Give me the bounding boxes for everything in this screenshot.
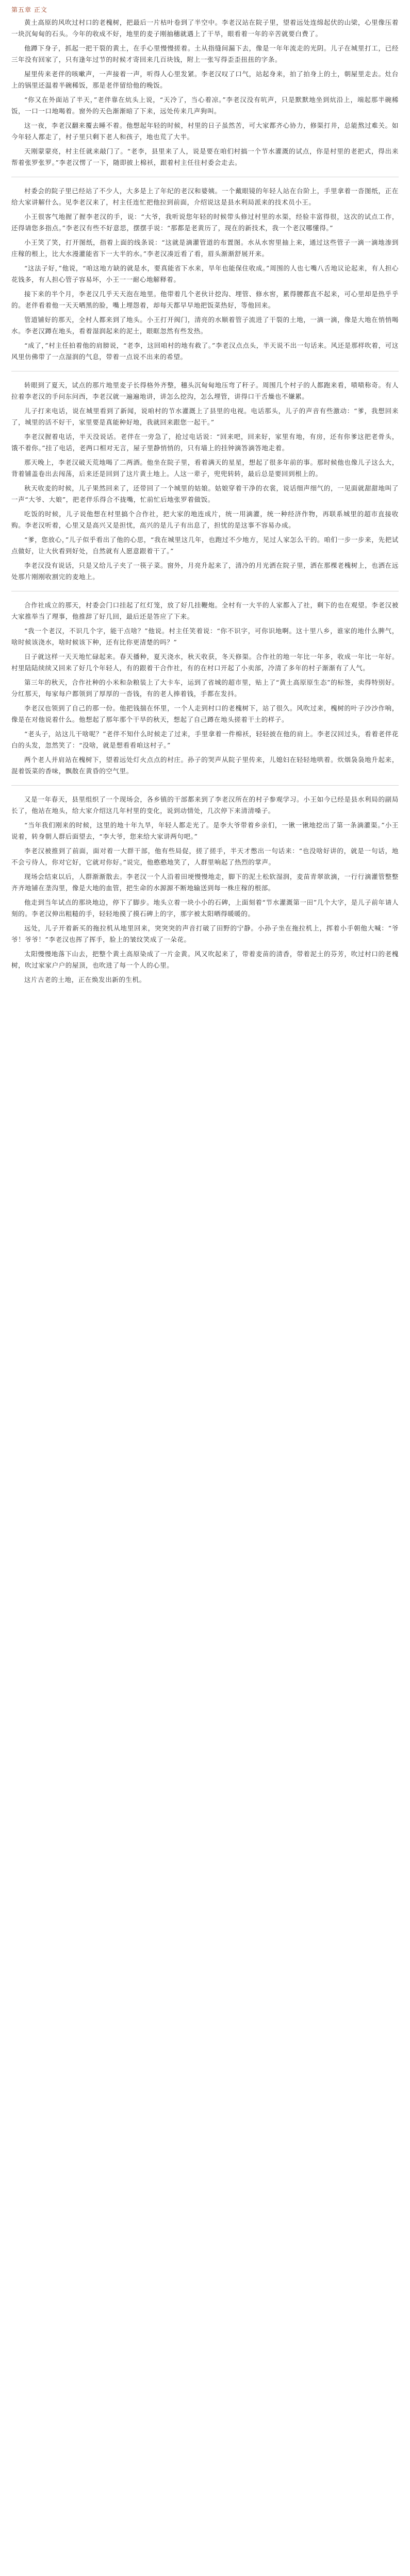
paragraph: 天刚蒙蒙亮，村主任就来敲门了。“老李，县里来了人，说是要在咱们村搞一个节水灌溉的试点，你是村里的老把式，得出来帮着张罗张罗。”李老汉愣了一下，随即披上棉袄，跟着村主任往村委会走去。 bbox=[11, 147, 399, 166]
chapter-title: 第五章 正文 bbox=[11, 6, 47, 13]
paragraph: “我一个老汉，不识几个字，能干点啥？”他说。村主任笑着说：“你不识字，可你识地啊。这十里八乡，谁家的地什么脾气，啥时候该浇水，啥时候该下种，还有比你更清楚的吗？” bbox=[11, 627, 399, 646]
paragraph: 村委会的院子里已经站了不少人，大多是上了年纪的老汉和婆姨。一个戴眼镜的年轻人站在台阶上，手里拿着一沓图纸，正在给大家讲解什么。见李老汉来了，村主任连忙把他拉到前面，介绍说这是县水利局派来的技术员小王。 bbox=[11, 187, 399, 206]
paragraph: 小王笑了笑，打开图纸，指着上面的线条说：“这就是滴灌管道的布置图。水从水窖里抽上来，通过这些管子一滴一滴地渗到庄稼的根上，比大水漫灌能省下一大半的水。”李老汉凑近看了看，眉头渐渐舒展开来。 bbox=[11, 239, 399, 258]
paragraph: 又是一年春天，县里组织了一个现场会，各乡镇的干部都来到了李老汉所在的村子参观学习。小王如今已经是县水利局的副局长了，他站在地头，给大家介绍这几年村里的变化，说到动情处，几次停下来清清嗓子。 bbox=[11, 795, 399, 815]
chapter-section-2 bbox=[11, 185, 399, 363]
paragraph: 转眼到了夏天，试点的那片地里麦子长得格外齐整，穗头沉甸甸地压弯了秆子。周围几个村子的人都跑来看，啧啧称奇。有人拉着李老汉的手问东问西，李老汉就一遍遍地讲，讲怎么挖沟，怎么埋管，讲得口干舌燥也不嫌累。 bbox=[11, 381, 399, 400]
paragraph: 现场会结束以后，人群渐渐散去。李老汉一个人沿着田埂慢慢地走，脚下的泥土松软湿润，麦苗青翠欲滴，一行行滴灌管整整齐齐地铺在垄沟里，像是大地的血管，把生命的水源源不断地输送到每一株庄稼的根部。 bbox=[11, 873, 399, 892]
paragraph: 吃饭的时候，儿子说他想在村里搞个合作社，把大家的地连成片，统一用滴灌，统一种经济作物，再联系城里的超市直接收购。李老汉听着，心里又是高兴又是担忧，高兴的是儿子有出息了，担忧的是这事不容易办成。 bbox=[11, 510, 399, 529]
paragraph: 李老汉也领到了自己的那一份。他把钱揣在怀里，一个人走到村口的老槐树下，站了很久。风吹过来，槐树的叶子沙沙作响，像是在对他说着什么。他想起了那年那个干旱的秋天，想起了自己蹲在地头搓着干土的样子。 bbox=[11, 704, 399, 723]
paragraph: 日子就这样一天天地忙碌起来。春天播种，夏天浇水，秋天收获，冬天修渠。合作社的地一年比一年多，收成一年比一年好。村里陆陆续续又回来了好几个年轻人，有的跟着干合作社，有的在村口开起了小卖部，冷清了多年的村子渐渐有了人气。 bbox=[11, 653, 399, 672]
paragraph: 李老汉握着电话，半天没说话。老伴在一旁急了，抢过电话说：“回来吧，回来好，家里有地，有房，还有你爹这把老骨头，饿不着你。”挂了电话，老两口相对无言，屋子里静悄悄的，只有墙上的挂钟滴答滴答地走着。 bbox=[11, 433, 399, 452]
paragraph: 这一夜，李老汉翻来覆去睡不着。他想起年轻的时候，村里的日子虽然苦，可大家都齐心协力，修渠打井，总能熬过难关。如今年轻人都走了，村子里只剩下老人和孩子，地也荒了大半。 bbox=[11, 122, 399, 141]
paragraph: “老头子，站这儿干啥呢？”老伴不知什么时候走了过来，手里拿着一件棉袄，轻轻披在他的肩上。李老汉回过头，看着老伴花白的头发，忽然笑了：“没啥，就是想看看咱这村子。” bbox=[11, 730, 399, 749]
paragraph: 合作社成立的那天，村委会门口挂起了红灯笼，放了好几挂鞭炮。全村有一大半的人家都入了社，剩下的也在观望。李老汉被大家推举当了理事，他推辞了好几回，最后还是答应了下来。 bbox=[11, 601, 399, 620]
paragraph: 管道铺好的那天，全村人都来到了地头。小王打开阀门，清亮的水顺着管子流进了干裂的土地，一滴一滴，像是大地在悄悄喝水。李老汉蹲在地头，看着湿润起来的泥土，眼眶忽然有些发热。 bbox=[11, 316, 399, 335]
paragraph: 他蹲下身子，抓起一把干裂的黄土，在手心里慢慢搓着。土从指缝间漏下去，像是一年年流走的光阴。儿子在城里打工，已经三年没有回家了，只有逢年过节的时候才寄回来几百块钱，附上一张写得歪歪扭扭的字条。 bbox=[11, 44, 399, 63]
paragraph: 远处，儿子开着新买的拖拉机从地里回来，突突突的声音打破了田野的宁静。小孙子坐在拖拉机上，挥着小手朝他大喊：“爷爷！爷爷！”李老汉也挥了挥手，脸上的皱纹笑成了一朵花。 bbox=[11, 924, 399, 943]
chapter-section-5 bbox=[11, 794, 399, 986]
chapter-section-3 bbox=[11, 380, 399, 583]
paragraph: 儿子打来电话，说在城里看到了新闻，说咱村的节水灌溉上了县里的电视。电话那头，儿子的声音有些激动：“爹，我想回来了，城里的活不好干，家里要是真能种好地，我就回来跟您一起干。” bbox=[11, 407, 399, 426]
paragraph: 太阳慢慢地落下山去，把整个黄土高原染成了一片金黄。风又吹起来了，带着麦苗的清香，带着泥土的芬芳，吹过村口的老槐树，吹过家家户户的屋顶，也吹进了每一个人的心里。 bbox=[11, 950, 399, 969]
paragraph: 秋天收麦的时候，儿子果然回来了，还带回了一个城里的姑娘。姑娘穿着干净的衣裳，说话细声细气的，一见面就甜甜地叫了一声“大爷、大娘”，把老伴乐得合不拢嘴，忙前忙后地张罗着做饭。 bbox=[11, 484, 399, 503]
paragraph: 小王很客气地握了握李老汉的手，说：“大爷，我听说您年轻的时候带头修过村里的水渠，经验丰富得很，这次的试点工作，还得请您多指点。”李老汉有些不好意思，摆摆手说：“那都是老黄历了，现在的新技术，我一个老汉哪懂得。” bbox=[11, 213, 399, 232]
paragraph: 接下来的半个月，李老汉几乎天天泡在地里。他带着几个老伙计挖沟、埋管、修水窖，累得腰都直不起来，可心里却是热乎乎的。老伴看着他一天天晒黑的脸，嘴上埋怨着，却每天都早早地把饭菜热好，等他回来。 bbox=[11, 290, 399, 309]
paragraph: 屋里传来老伴的咳嗽声，一声接着一声，听得人心里发紧。李老汉叹了口气，站起身来，拍了拍身上的土，朝屋里走去。灶台上的锅里还温着半碗稀饭，那是老伴留给他的晚饭。 bbox=[11, 70, 399, 89]
paragraph: “成了，”村主任拍着他的肩膀说，“老李，这回咱村的地有救了。”李老汉点点头，半天说不出一句话来。风还是那样吹着，可这风里仿佛带了一点湿润的气息，带着一点说不出来的希望。 bbox=[11, 342, 399, 361]
paragraph: 李老汉被推到了前面，面对着一大群干部，他有些局促，搓了搓手，半天才憋出一句话来：“也没啥好讲的，就是一句话，地不会亏待人，你对它好，它就对你好。”说完，他憨憨地笑了，人群里响起了热烈的掌声。 bbox=[11, 847, 399, 866]
paragraph: 第三年的秋天，合作社种的小米和杂粮装上了大卡车，运到了省城的超市里，贴上了“黄土高原原生态”的标签，卖得特别好。分红那天，每家每户都领到了厚厚的一沓钱，有的老人捧着钱，手都在发抖。 bbox=[11, 679, 399, 698]
section-divider bbox=[11, 785, 399, 786]
paragraph: “你又在外面站了半天，”老伴靠在炕头上说，“天冷了，当心着凉。”李老汉没有吭声，只是默默地坐到炕沿上，端起那半碗稀饭，一口一口地喝着。窗外的天色渐渐暗了下来，远处传来几声狗叫。 bbox=[11, 96, 399, 115]
chapter-section-4 bbox=[11, 600, 399, 777]
paragraph: “当年我们刚来的时候，这里的地十年九旱，年轻人都走光了。是李大爷带着乡亲们，一锹一锹地挖出了第一条滴灌渠。”小王说着，转身朝人群后面望去，“李大爷，您来给大家讲两句吧。” bbox=[11, 821, 399, 840]
paragraph: 黄土高原的风吹过村口的老槐树，把最后一片枯叶卷到了半空中。李老汉站在院子里，望着远处连绵起伏的山梁，心里像压着一块沉甸甸的石头。今年的收成不好，地里的麦子刚抽穗就遇上了干旱，眼看着一年的辛苦就要白费了。 bbox=[11, 19, 399, 38]
paragraph: 他走到当年试点的那块地边，停下了脚步。地头立着一块小小的石碑，上面刻着“节水灌溉第一田”几个大字，是儿子前年请人刻的。李老汉伸出粗糙的手，轻轻地摸了摸石碑上的字，那字被太阳晒得暖暖的。 bbox=[11, 899, 399, 918]
paragraph: 这片古老的土地，正在焕发出新的生机。 bbox=[24, 976, 146, 984]
chapter-section-1 bbox=[11, 17, 399, 168]
paragraph: “爹，您放心，”儿子似乎看出了他的心思，“我在城里这几年，也跑过不少地方，见过人家怎么干的。咱们一步一步来，先把试点做好，让大伙看到好处，自然就有人愿意跟着干了。” bbox=[11, 536, 399, 555]
paragraph: 李老汉没有说话，只是又给儿子夹了一筷子菜。窗外，月亮升起来了，清冷的月光洒在院子里，洒在那棵老槐树上，也洒在远处那片刚刚收割完的麦地上。 bbox=[11, 562, 399, 581]
paragraph: 那天晚上，李老汉破天荒地喝了二两酒。他坐在院子里，看着满天的星星，想起了很多年前的事。那时候他也像儿子这么大，背着铺盖卷出去闯荡，后来还是回到了这片黄土地上。人这一辈子，兜兜转转，最后总是要回到根上的。 bbox=[11, 459, 399, 478]
paragraph: “这法子好，”他说，“咱这地方缺的就是水，要真能省下水来，旱年也能保住收成。”周围的人也七嘴八舌地议论起来，有人担心花钱多，有人担心管子容易坏，小王一一耐心地解释着。 bbox=[11, 264, 399, 283]
paragraph: 两个老人并肩站在槐树下，望着远处灯火点点的村庄。孙子的哭声从院子里传来，儿媳妇在轻轻地哄着。炊烟袅袅地升起来，混着饭菜的香味，飘散在黄昏的空气里。 bbox=[11, 756, 399, 775]
